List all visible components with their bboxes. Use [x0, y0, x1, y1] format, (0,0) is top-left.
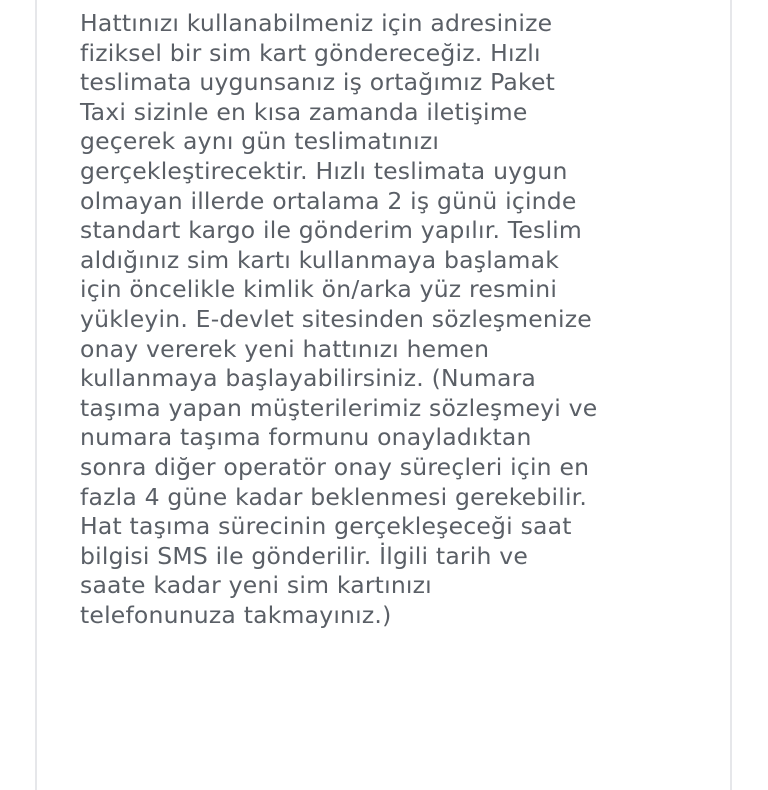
sim-delivery-info-text: [80, 9, 720, 630]
info-line: teslimata uygunsanız iş ortağımız Paket: [80, 68, 556, 97]
info-line: yükleyin. E-devlet sitesinden sözleşmenize: [80, 304, 592, 333]
info-line: geçerek aynı gün teslimatınızı: [80, 127, 440, 156]
info-line: standart kargo ile gönderim yapılır. Teslim: [80, 216, 582, 245]
info-line: sonra diğer operatör onay süreçleri için en: [80, 452, 590, 481]
info-line: kullanmaya başlayabilirsiniz. (Numara: [80, 364, 537, 393]
info-line: bilgisi SMS ile gönderilir. İlgili tarih ve: [80, 541, 529, 570]
info-line: gerçekleştirecektir. Hızlı teslimata uygun: [80, 156, 568, 185]
info-line: için öncelikle kimlik ön/arka yüz resmini: [80, 275, 558, 304]
info-line: numara taşıma formunu onayladıktan: [80, 423, 532, 452]
info-line: Taxi sizinle en kısa zamanda iletişime: [80, 97, 528, 126]
info-line: saate kadar yeni sim kartınızı: [80, 571, 432, 600]
info-line: onay vererek yeni hattınızı hemen: [80, 334, 490, 363]
info-line: telefonunuza takmayınız.): [80, 600, 392, 629]
info-line: Hattınızı kullanabilmeniz için adresinize: [80, 9, 553, 37]
info-line: aldığınız sim kartı kullanmaya başlamak: [80, 245, 560, 274]
info-line: fiziksel bir sim kart göndereceğiz. Hızlı: [80, 38, 541, 67]
info-line: fazla 4 güne kadar beklenmesi gerekebilir.: [80, 482, 588, 511]
info-line: Hat taşıma sürecinin gerçekleşeceği saat: [80, 512, 572, 541]
info-line: taşıma yapan müşterilerimiz sözleşmeyi ve: [80, 393, 598, 422]
info-line: olmayan illerde ortalama 2 iş günü içinde: [80, 186, 577, 215]
